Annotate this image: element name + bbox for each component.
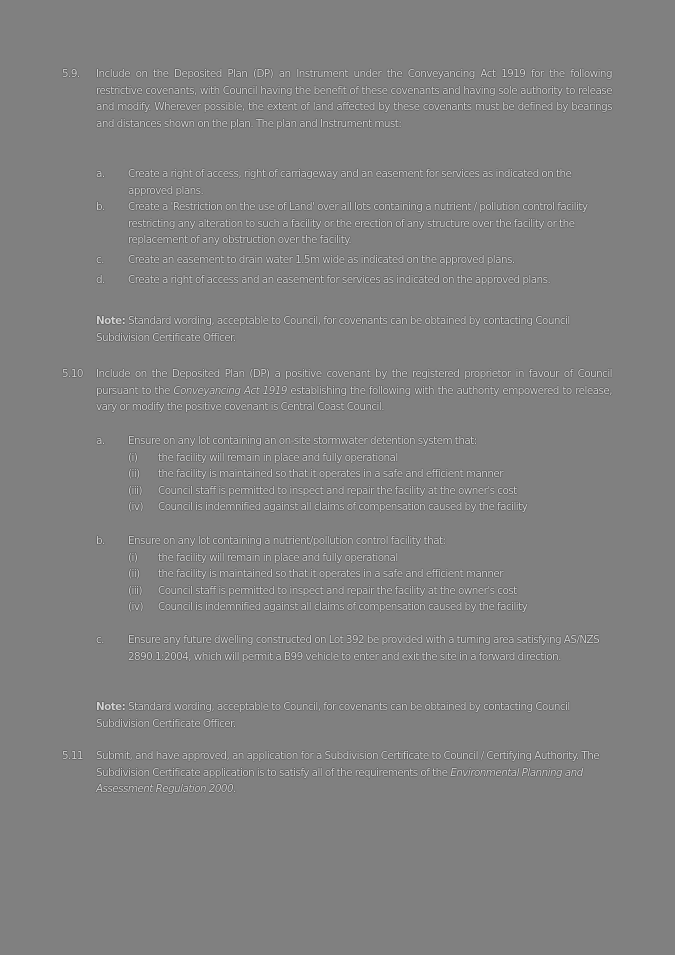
sub-text: Council staff is permitted to inspect and repair the facility at the owner's cost — [158, 584, 517, 597]
clause-5-9-items — [96, 166, 612, 288]
sub-text: Council is indemnified against all claims of compensation caused by the facility — [158, 501, 528, 514]
clause-text — [96, 366, 612, 416]
item-label: c. — [96, 634, 104, 646]
note — [96, 313, 612, 346]
list-item — [96, 166, 612, 199]
list-item — [96, 632, 612, 665]
note-text: Standard wording, acceptable to Council, for covenants can be obtained by contacting Council Subdivision Certificate Officer. — [96, 315, 570, 344]
sub-item — [128, 583, 612, 600]
clause-number: 5.9. — [62, 68, 80, 80]
sub-label: (iv) — [128, 601, 143, 614]
item-text: Ensure on any lot containing an on-site stormwater detention system that: — [128, 435, 477, 447]
sub-label: (ii) — [128, 468, 140, 481]
clause-5-10-item-a — [96, 433, 612, 516]
clause-text — [96, 748, 612, 798]
sub-text: the facility will remain in place and fully operational — [158, 451, 398, 464]
note-label: Note: — [96, 701, 126, 713]
sub-item — [128, 466, 612, 483]
list-item — [96, 199, 612, 249]
sub-text: the facility is maintained so that it operates in a safe and efficient manner — [158, 568, 503, 581]
item-text: Ensure on any lot containing a nutrient/pollution control facility that: — [128, 535, 446, 547]
item-label: b. — [96, 201, 105, 214]
sub-text: Council is indemnified against all claims of compensation caused by the facility — [158, 601, 528, 614]
sub-label: (i) — [128, 451, 138, 464]
text-part: establishing the following with the authority empowered to release, vary or modify the positive covenant is Central Coast Council. — [96, 384, 612, 414]
clause-5-9 — [62, 66, 612, 132]
item-text: Create a right of access and an easement for services as indicated on the approved plans. — [128, 273, 551, 286]
list-item — [96, 272, 612, 289]
list-item — [96, 433, 612, 516]
sub-item — [128, 483, 612, 500]
clause-number: 5.11 — [62, 750, 83, 762]
clause-5-10 — [62, 366, 612, 416]
act-name: Conveyancing Act 1919 — [173, 384, 287, 397]
sub-item — [128, 550, 612, 567]
sub-item — [128, 566, 612, 583]
clause-5-10-item-c — [96, 632, 612, 665]
item-text: Create a right of access, right of carriageway and an easement for services as indicated on the approved plans. — [128, 168, 572, 197]
sub-label: (iv) — [128, 501, 143, 514]
item-label: a. — [96, 168, 105, 180]
sub-item — [128, 450, 612, 467]
clause-5-11 — [62, 748, 612, 798]
text-part: . — [233, 783, 236, 796]
item-label: c. — [96, 253, 104, 266]
clause-5-10-item-b — [96, 533, 612, 616]
sub-label: (iii) — [128, 584, 143, 597]
item-label: b. — [96, 535, 105, 547]
sub-item — [128, 499, 612, 516]
text-part: Submit, and have approved, an application for a Subdivision Certificate to Council / Certifying Authority. The Subdivision Certificate application is to satisfy all of the requirements of the — [96, 750, 600, 779]
sub-item — [128, 599, 612, 616]
item-text: Ensure any future dwelling constructed on Lot 392 be provided with a turning area satisfying AS/NZS 2890.1:2004, which will permit a B99 vehicle to enter and exit the site in a forward direction. — [128, 634, 600, 663]
list-item — [96, 252, 612, 269]
item-text: Create an easement to drain water 1.5m wide as indicated on the approved plans. — [128, 253, 515, 266]
text-part: Include on the Deposited Plan (DP) a positive covenant by the registered proprietor in favour of Council pursuant to the — [96, 368, 612, 397]
item-text: Create a 'Restriction on the use of Land' over all lots containing a nutrient / pollution control facility restricting any alteration to such a facility or the erection of any structure over the facility or the replacement of any obstruction over the facility. — [128, 201, 588, 247]
note-label: Note: — [96, 315, 126, 327]
clause-text: Include on the Deposited Plan (DP) an Instrument under the Conveyancing Act 1919 for the following restrictive covenants, with Council having the benefit of these covenants and having sole authority to release and modify. Wherever possible, the extent of land affected by these covenants must be defined by bearings and distances shown on the plan. The plan and Instrument must: — [96, 68, 612, 130]
clause-number: 5.10 — [62, 368, 83, 380]
sub-label: (i) — [128, 551, 138, 564]
item-label: a. — [96, 435, 105, 447]
sub-label: (ii) — [128, 568, 140, 581]
note — [96, 699, 612, 732]
item-label: d. — [96, 273, 105, 286]
note-text: Standard wording, acceptable to Council, for covenants can be obtained by contacting Council Subdivision Certificate Officer. — [96, 701, 570, 730]
sub-label: (iii) — [128, 484, 143, 497]
sub-text: the facility is maintained so that it operates in a safe and efficient manner — [158, 468, 503, 481]
sub-text: the facility will remain in place and fully operational — [158, 551, 398, 564]
list-item — [96, 533, 612, 616]
regulation-name: Environmental Planning and Assessment Regulation 2000 — [96, 766, 583, 796]
sub-text: Council staff is permitted to inspect and repair the facility at the owner's cost — [158, 484, 517, 497]
